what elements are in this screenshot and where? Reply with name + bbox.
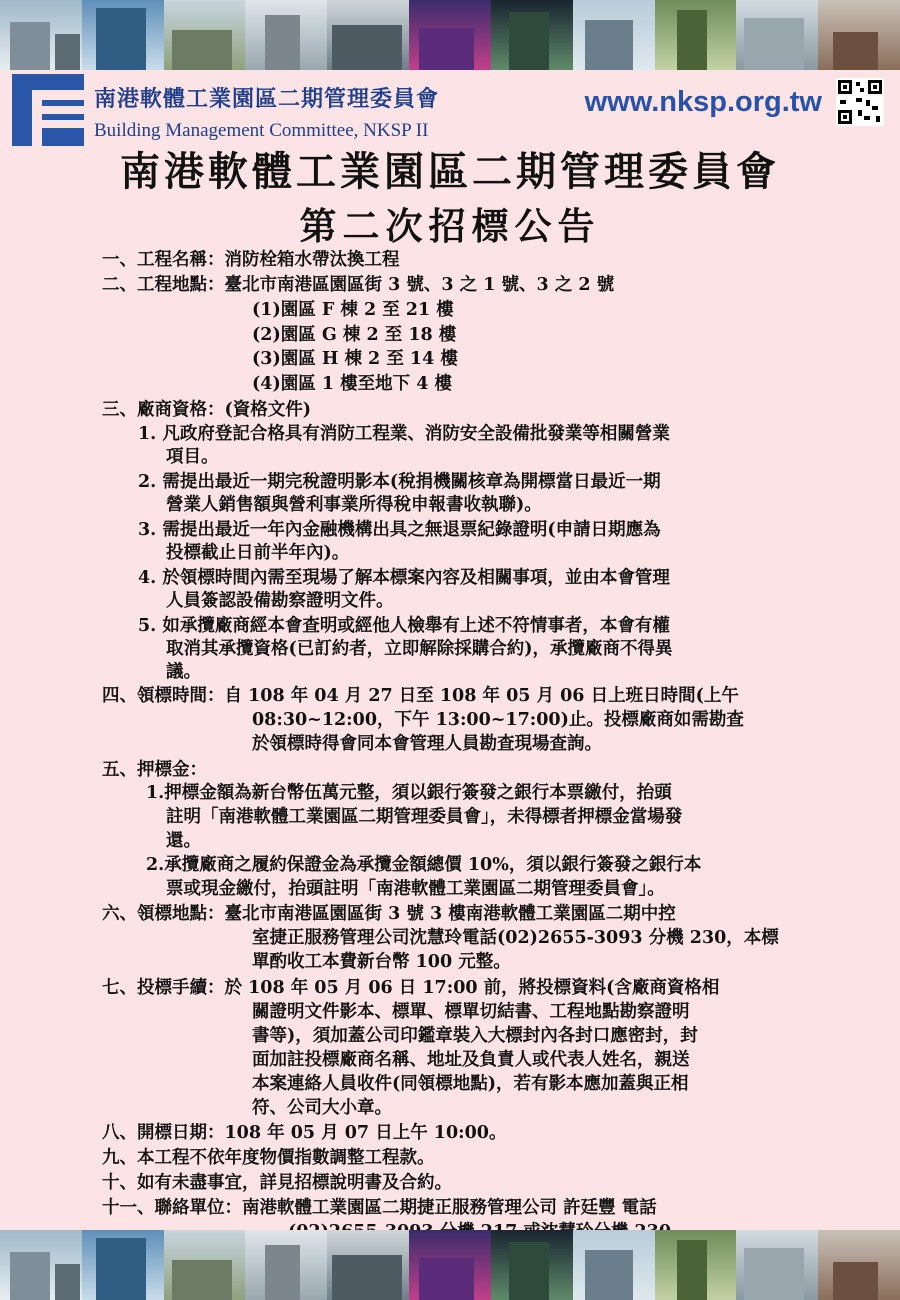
- item-8-opening-date: 八、開標日期：108 年 05 月 07 日上午 10:00。: [102, 1123, 507, 1143]
- location-sub-3: (3)園區 H 棟 2 至 14 樓: [252, 349, 458, 369]
- building-photo: [327, 1230, 409, 1300]
- building-photo: [164, 1230, 246, 1300]
- nksp-logo-icon: [12, 74, 84, 146]
- location-sub-1: (1)園區 F 棟 2 至 21 樓: [252, 300, 454, 320]
- item-4-pickup-time-line1: 四、領標時間：自 108 年 04 月 27 日至 108 年 05 月 06 日上班日時間(上午: [102, 686, 739, 706]
- item-2-location: 二、工程地點：臺北市南港區園區街 3 號、3 之 1 號、3 之 2 號: [102, 275, 615, 295]
- item-1-project-name: 一、工程名稱：消防栓箱水帶汰換工程: [102, 250, 400, 270]
- org-name-en: Building Management Committee, NKSP II: [94, 120, 429, 141]
- website-link[interactable]: www.nksp.org.tw: [584, 86, 822, 118]
- qual-2-line1: 2. 需提出最近一期完稅證明影本(稅捐機關核章為開標當日最近一期: [138, 472, 661, 492]
- building-photo: [655, 0, 737, 70]
- item-7-procedure-line5: 本案連絡人員收件(同領標地點)，若有影本應加蓋與正相: [252, 1074, 689, 1094]
- item-7-procedure-line2: 關證明文件影本、標單、標單切結書、工程地點勘察證明: [252, 1002, 690, 1022]
- building-photo: [409, 1230, 491, 1300]
- item-9-price-adjustment: 九、本工程不依年度物價指數調整工程款。: [102, 1148, 435, 1168]
- notice-org-title: 南港軟體工業園區二期管理委員會: [120, 148, 780, 195]
- building-photo: [0, 1230, 82, 1300]
- item-7-procedure-line6: 符、公司大小章。: [252, 1098, 392, 1118]
- qual-4-line1: 4. 於領標時間內需至現場了解本標案內容及相關事項，並由本會管理: [138, 568, 670, 588]
- building-photo: [164, 0, 246, 70]
- item-7-procedure-line4: 面加註投標廠商名稱、地址及負責人或代表人姓名，親送: [252, 1050, 690, 1070]
- item-4-pickup-time-line2: 08:30~12:00，下午 13:00~17:00)止。投標廠商如需勘查: [252, 710, 744, 730]
- notice-title: 第二次招標公告: [299, 204, 601, 248]
- org-name-zh: 南港軟體工業園區二期管理委員會: [94, 87, 440, 112]
- building-photo: [491, 1230, 573, 1300]
- building-photo: [0, 0, 82, 70]
- building-photo: [573, 1230, 655, 1300]
- item-7-procedure-line1: 七、投標手續：於 108 年 05 月 06 日 17:00 前，將投標資料(含廠商資格相: [102, 978, 720, 998]
- building-photo: [818, 1230, 900, 1300]
- deposit-2-line2: 票或現金繳付，抬頭註明「南港軟體工業園區二期管理委員會」。: [166, 879, 665, 899]
- building-photo: [736, 0, 818, 70]
- qual-5-line2: 取消其承攬資格(已訂約者，立即解除採購合約)，承攬廠商不得異: [166, 639, 673, 659]
- qual-1-line2: 項目。: [166, 447, 219, 467]
- location-sub-4: (4)園區 1 樓至地下 4 樓: [252, 374, 452, 394]
- deposit-1-line1: 1.押標金額為新台幣伍萬元整，須以銀行簽發之銀行本票繳付，抬頭: [146, 783, 672, 803]
- qr-code-icon: [836, 78, 884, 126]
- building-photo: [245, 1230, 327, 1300]
- item-6-pickup-location-line1: 六、領標地點：臺北市南港區園區街 3 號 3 樓南港軟體工業園區二期中控: [102, 904, 676, 924]
- building-photo: [491, 0, 573, 70]
- deposit-2-line1: 2.承攬廠商之履約保證金為承攬金額總價 10%，須以銀行簽發之銀行本: [146, 855, 702, 875]
- bottom-photo-strip: [0, 1230, 900, 1300]
- qual-3-line1: 3. 需提出最近一年內金融機構出具之無退票紀錄證明(申請日期應為: [138, 520, 661, 540]
- building-photo: [82, 1230, 164, 1300]
- item-11-contact-line1: 十一、聯絡單位：南港軟體工業園區二期捷正服務管理公司 許廷豐 電話: [102, 1198, 657, 1218]
- item-5-deposit: 五、押標金：: [102, 760, 207, 780]
- qual-2-line2: 營業人銷售額與營利事業所得稅申報書收執聯)。: [166, 495, 542, 515]
- qual-5-line3: 議。: [166, 662, 201, 682]
- deposit-1-line3: 還。: [166, 831, 201, 851]
- building-photo: [573, 0, 655, 70]
- building-photo: [655, 1230, 737, 1300]
- building-photo: [327, 0, 409, 70]
- item-6-pickup-location-line2: 室捷正服務管理公司沈慧玲電話(02)2655-3093 分機 230，本標: [252, 928, 779, 948]
- item-10-other-matters: 十、如有未盡事宜，詳見招標說明書及合約。: [102, 1173, 452, 1193]
- item-4-pickup-time-line3: 於領標時得會同本會管理人員勘查現場查詢。: [252, 734, 602, 754]
- item-6-pickup-location-line3: 單酌收工本費新台幣 100 元整。: [252, 952, 511, 972]
- location-sub-2: (2)園區 G 棟 2 至 18 樓: [252, 325, 457, 345]
- building-photo: [82, 0, 164, 70]
- qual-1-line1: 1. 凡政府登記合格具有消防工程業、消防安全設備批發業等相關營業: [138, 424, 670, 444]
- qual-5-line1: 5. 如承攬廠商經本會查明或經他人檢舉有上述不符情事者，本會有權: [138, 616, 670, 636]
- qual-4-line2: 人員簽認設備勘察證明文件。: [166, 591, 394, 611]
- building-photo: [736, 1230, 818, 1300]
- building-photo: [245, 0, 327, 70]
- qual-3-line2: 投標截止日前半年內)。: [166, 543, 350, 563]
- building-photo: [409, 0, 491, 70]
- item-3-qualification: 三、廠商資格：(資格文件): [102, 400, 312, 420]
- top-photo-strip: [0, 0, 900, 70]
- deposit-1-line2: 註明「南港軟體工業園區二期管理委員會」，未得標者押標金當場發: [166, 807, 683, 827]
- item-7-procedure-line3: 書等)，須加蓋公司印鑑章裝入大標封內各封口應密封，封: [252, 1026, 698, 1046]
- building-photo: [818, 0, 900, 70]
